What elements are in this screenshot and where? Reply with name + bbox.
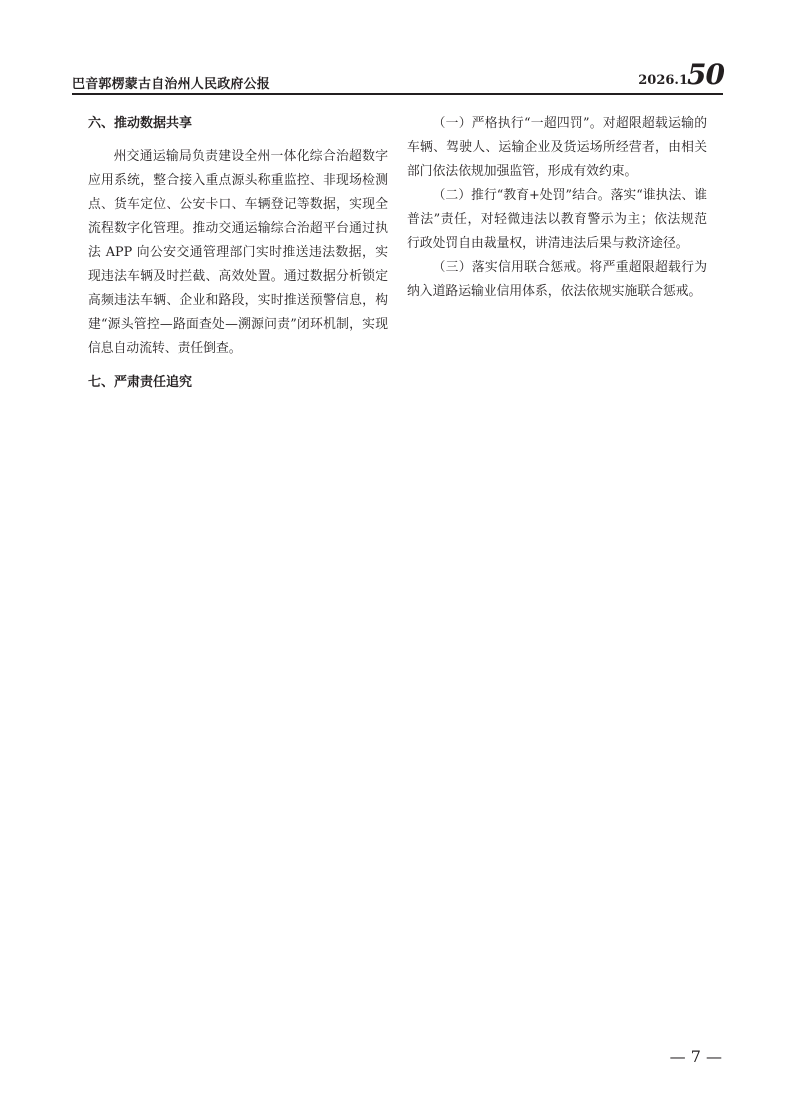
section-6-paragraph: 州交通运输局负责建设全州一体化综合治超数字应用系统，整合接入重点源头称重监控、非现场检测点、货车定位、公安卡口、车辆登记等数据，实现全流程数字化管理。推动交通运输综合治超平台通过执法 APP 向公安交通管理部门实时推送违法数据，实现违法车辆及时拦截、高效处置。通过数据分析锁定高频违法车辆、企业和路段，实时推送预警信息，构建“源头管控—路面查处—溯源问责”闭环机制，实现信息自动流转、责任倒查。 — [88, 149, 388, 356]
page-header — [72, 60, 722, 94]
page-number: — 7 — — [669, 1047, 722, 1066]
section-7-item-1: （一）严格执行“一超四罚”。对超限超载运输的车辆、驾驶人、运输企业及货运场所经营者，由相关部门依法依规加强监管，形成有效约束。 — [407, 116, 707, 179]
section-7-item-3: （三）落实信用联合惩戒。将严重超限超载行为纳入道路运输业信用体系，依法依规实施联合惩戒。 — [407, 260, 707, 299]
publication-title: 巴音郭楞蒙古自治州人民政府公报 — [72, 77, 271, 92]
section-7-heading: 七、严肃责任追究 — [88, 375, 193, 390]
header-divider — [72, 93, 723, 95]
left-column — [88, 112, 388, 395]
issue-number: 50 — [687, 58, 724, 91]
section-6-heading: 六、推动数据共享 — [88, 116, 193, 131]
section-7-item-2: （二）推行“教育+处罚”结合。落实“谁执法、谁普法”责任，对轻微违法以教育警示为主；依法规范行政处罚自由裁量权，讲清违法后果与救济途径。 — [407, 188, 707, 251]
right-column — [407, 112, 707, 304]
issue-label: 2026.1 — [638, 73, 688, 88]
